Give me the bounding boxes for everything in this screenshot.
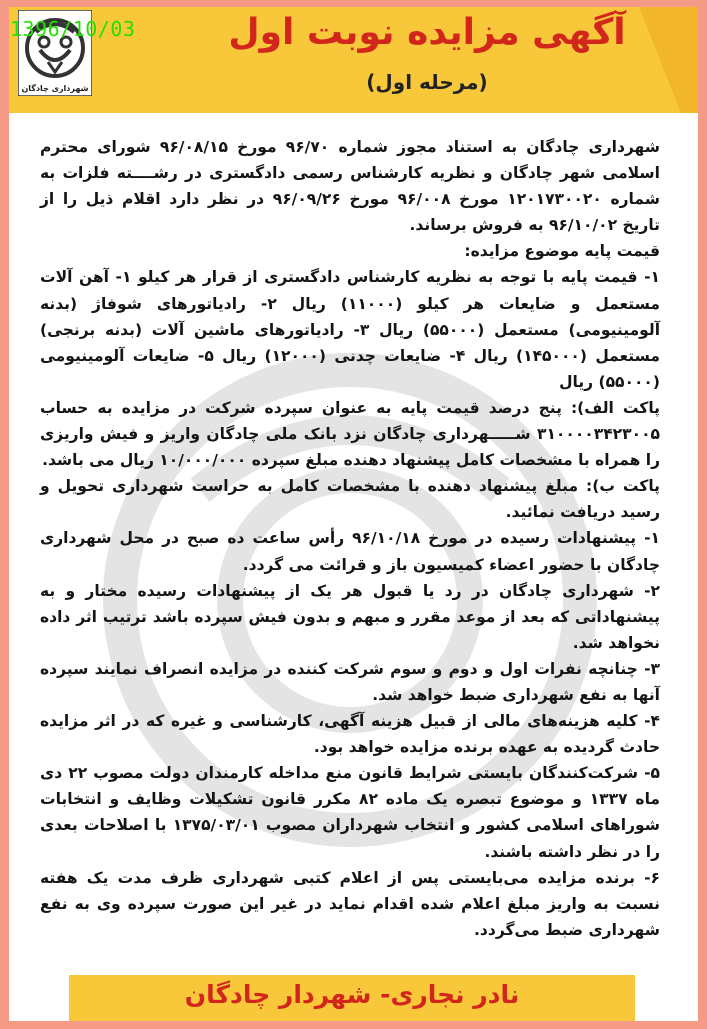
mayor-signature: نادر نجاری- شهردار چادگان (184, 980, 520, 1009)
logo-caption: شهرداری چادگان (21, 84, 89, 93)
body-paragraph-condition-4: ۴- کلیه هزینه‌های مالی از قبیل هزینه آگهی، کارشناسی و غیره که در اثر مزایده حادث گردیده به عهده برنده مزایده خواهد بود. (40, 712, 660, 757)
body-paragraph-condition-5: ۵- شرکت‌کنندگان بایستی شرایط قانون منع مداخله کارمندان دولت مصوب ۲۲ دی ماه ۱۳۳۷ و موضوع تبصره یک ماده ۸۲ مکرر قانون تشکیلات وظایف و انتخابات شوراهای اسلامی کشور و انتخاب شهرداران مصوب ۱۳۷۵/۰۳/۰۱ با اصلاحات بعدی را در نظر داشته باشند. (40, 764, 660, 861)
notice-subtitle: (مرحله اول) (366, 70, 488, 94)
body-paragraph-intro: شهرداری چادگان به استناد مجوز شماره ۹۶/۷۰ مورخ ۹۶/۰۸/۱۵ شورای محترم اسلامی شهر چادگان و نظریه کارشناس رسمی دادگستری در رشــــته فلزات به شماره ۱۲۰۱۷۳۰۰۲۰ مورخ ۹۶/۰۰۸ مورخ ۹۶/۰۹/۲۶ در نظر دارد اقلام ذیل را از تاریخ ۹۶/۱۰/۰۲ به فروش برساند. (40, 138, 661, 235)
date-stamp: 1396/10/03 (10, 17, 136, 41)
body-paragraph-base-price-heading: قیمت پایه موضوع مزایده: (464, 242, 660, 261)
body-paragraph-condition-2: ۲- شهرداری چادگان در رد یا قبول هر یک از پیشنهادات رسیده مختار و به پیشنهاداتی که بعد از موعد مقرر و مبهم و بدون فیش سپرده باشد ترتیب اثر داده نخواهد شد. (40, 581, 660, 652)
body-paragraph-envelope-a: پاکت الف): پنج درصد قیمت پایه به عنوان سپرده شرکت در مزایده به حساب ۳۱۰۰۰۰۳۴۲۳۰۰۵ شـــــهرداری چادگان نزد بانک ملی چادگان واریز و فیش واریزی را همراه با مشخصات کامل پیشنهاد دهنده مبلغ سپرده ۱۰/۰۰۰/۰۰۰ ریال می باشد. (40, 398, 660, 470)
notice-body (40, 134, 660, 974)
body-paragraph-condition-3: ۳- چنانچه نفرات اول و دوم و سوم شرکت کننده در مزایده انصراف نمایند سپرده آنها به نفع شهرداری ضبط خواهد شد. (40, 659, 660, 704)
body-paragraph-base-prices: ۱- قیمت پایه با توجه به نظریه کارشناس دادگستری از قرار هر کیلو ۱- آهن آلات مستعمل و ضایعات هر کیلو (۱۱۰۰۰) ریال ۲- رادیاتورهای شوفاژ (بدنه آلومینیومی) مستعمل (۵۵۰۰۰) ریال ۳- رادیاتورهای ماشین آلات (بدنه برنجی) مستعمل (۱۴۵۰۰۰) ریال ۴- ضایعات چدنی (۱۲۰۰۰) ریال ۵- ضایعات آلومینیومی (۵۵۰۰۰) ریال (40, 268, 661, 391)
body-paragraph-envelope-b: پاکت ب): مبلغ پیشنهاد دهنده با مشخصات کامل به حراست شهرداری تحویل و رسید دریافت نمائید. (40, 477, 660, 522)
notice-title: آگهی مزایده نوبت اول (228, 12, 626, 53)
body-paragraph-condition-6: ۶- برنده مزایده می‌بایستی پس از اعلام کتبی شهرداری ظرف مدت یک هفته نسبت به واریز مبلغ اعلام شده اقدام نماید در غیر این صورت سپرده وی به نفع شهرداری ضبط می‌گردد. (40, 868, 660, 939)
body-paragraph-condition-1: ۱- پیشنهادات رسیده در مورخ ۹۶/۱۰/۱۸ رأس ساعت ده صبح در محل شهرداری چادگان با حضور اعضاء کمیسیون باز و قرائت می گردد. (40, 529, 660, 574)
